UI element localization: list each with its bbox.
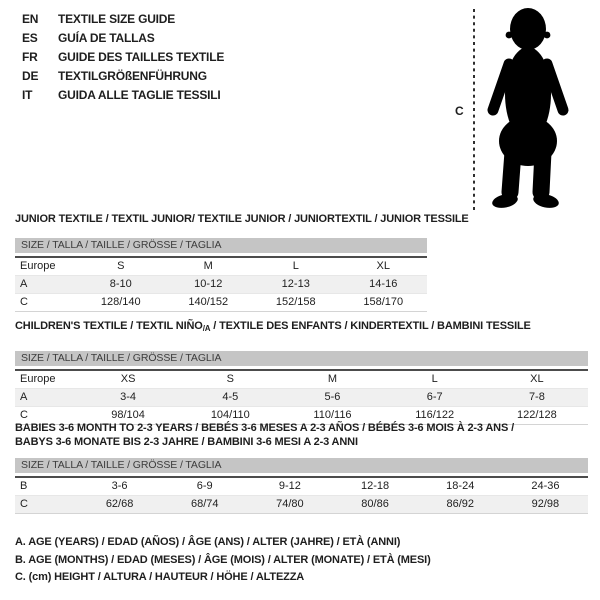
table-cell: 5-6 [324,391,341,403]
heading-text: / TEXTILE DES ENFANTS / KINDERTEXTIL / BAMBINI TESSILE [210,320,531,332]
row-label-cell: Europe [20,260,56,272]
table-cell: 12-13 [281,278,310,290]
footnote-legend [15,534,431,587]
children-textile-section [15,319,588,425]
table-row [15,478,588,495]
table-cell: XL [530,373,544,385]
babies-textile-heading [15,421,588,449]
language-row-fr [22,48,224,67]
table-cell: S [117,260,125,272]
table-cell: 6-9 [196,480,213,492]
table-cell: S [226,373,234,385]
language-row-it [22,86,224,105]
toddler-silhouette [450,4,580,216]
heading-text: CHILDREN'S TEXTILE / TEXTIL NIÑO [15,320,203,332]
table-cell: L [292,260,299,272]
table-cell: 140/152 [188,296,229,308]
table-cell: 3-6 [111,480,128,492]
table-cell: 8-10 [109,278,132,290]
table-cell: XL [376,260,390,272]
row-label-cell: C [20,409,28,421]
children-textile-table [15,369,588,425]
table-cell: M [327,373,338,385]
table-cell: 116/122 [415,409,455,421]
children-textile-heading [15,319,588,336]
row-label-cell: A [20,278,28,290]
heading-line-2: BABYS 3-6 MONATE BIS 2-3 JAHRE / BAMBINI 3-6 MESI A 2-3 ANNI [15,436,358,448]
table-cell: 4-5 [222,391,239,403]
table-cell: XS [120,373,136,385]
height-measurement-figure [450,4,580,216]
table-cell: 68/74 [190,498,219,510]
babies-textile-table [15,476,588,514]
table-cell: 10-12 [194,278,223,290]
language-row-es [22,29,224,48]
table-cell: M [203,260,213,272]
table-row [15,275,427,293]
table-row [15,388,588,406]
table-cell: 86/92 [446,498,474,510]
language-code: ES [22,31,38,45]
table-cell: 158/170 [363,296,404,308]
height-measure-label: C [455,104,464,118]
guide-title: GUÍA DE TALLAS [58,31,155,45]
junior-textile-heading: JUNIOR TEXTILE / TEXTIL JUNIOR/ TEXTILE JUNIOR / JUNIORTEXTIL / JUNIOR TESSILE [15,213,469,225]
heading-subscript: /A [202,324,211,333]
guide-title: TEXTILGRÖßENFÜHRUNG [58,69,207,83]
heading-line-1: BABIES 3-6 MONTH TO 2-3 YEARS / BEBÉS 3-6 MESES A 2-3 AÑOS / BÉBÉS 3-6 MOIS À 2-3 ANS / [15,422,514,434]
language-row-en [22,10,224,29]
table-cell: 18-24 [446,480,475,492]
row-label-cell: C [20,296,28,308]
footnote-a: A. AGE (YEARS) / EDAD (AÑOS) / ÂGE (ANS) / ALTER (JAHRE) / ETÀ (ANNI) [15,536,401,548]
junior-textile-section [15,212,469,312]
language-row-de [22,67,224,86]
guide-title: GUIDA ALLE TAGLIE TESSILI [58,88,221,102]
language-code: FR [22,50,38,64]
table-cell: 92/98 [531,498,560,510]
table-cell: 152/158 [275,296,316,308]
table-cell: 24-36 [531,480,560,492]
table-cell: 98/104 [111,409,145,421]
table-cell: 14-16 [369,278,398,290]
row-label-cell: B [20,480,28,492]
language-code: IT [22,88,33,102]
table-cell: L [431,373,438,385]
babies-textile-section [15,421,588,514]
size-header-bar: SIZE / TALLA / TAILLE / GRÖSSE / TAGLIA [15,351,588,366]
size-header-bar: SIZE / TALLA / TAILLE / GRÖSSE / TAGLIA [15,238,427,253]
table-cell: 128/140 [100,296,141,308]
table-cell: 80/86 [361,498,389,510]
language-title-list [22,10,224,105]
row-label-cell: A [20,391,28,403]
size-header-bar: SIZE / TALLA / TAILLE / GRÖSSE / TAGLIA [15,458,588,473]
table-cell: 9-12 [278,480,301,492]
table-cell: 12-18 [361,480,390,492]
language-code: EN [22,12,39,26]
row-label-cell: Europe [20,373,56,385]
table-row [15,258,427,275]
table-row [15,371,588,388]
table-cell: 104/110 [210,409,250,421]
table-cell: 74/80 [276,498,304,510]
table-row [15,293,427,311]
table-row [15,495,588,513]
table-cell: 122/128 [517,409,557,421]
footnote-b: B. AGE (MONTHS) / EDAD (MESES) / ÂGE (MOIS) / ALTER (MONATE) / ETÀ (MESI) [15,553,431,566]
language-code: DE [22,69,39,83]
table-cell: 6-7 [426,391,443,403]
footnote-c: C. (cm) HEIGHT / ALTURA / HAUTEUR / HÖHE / ALTEZZA [15,571,305,583]
table-cell: 7-8 [528,391,545,403]
guide-title: TEXTILE SIZE GUIDE [58,12,176,26]
table-cell: 110/116 [313,409,352,421]
junior-textile-table [15,256,427,312]
guide-title: GUIDE DES TAILLES TEXTILE [58,50,225,64]
row-label-cell: C [20,498,28,510]
table-cell: 3-4 [120,391,137,403]
table-cell: 62/68 [105,498,134,510]
